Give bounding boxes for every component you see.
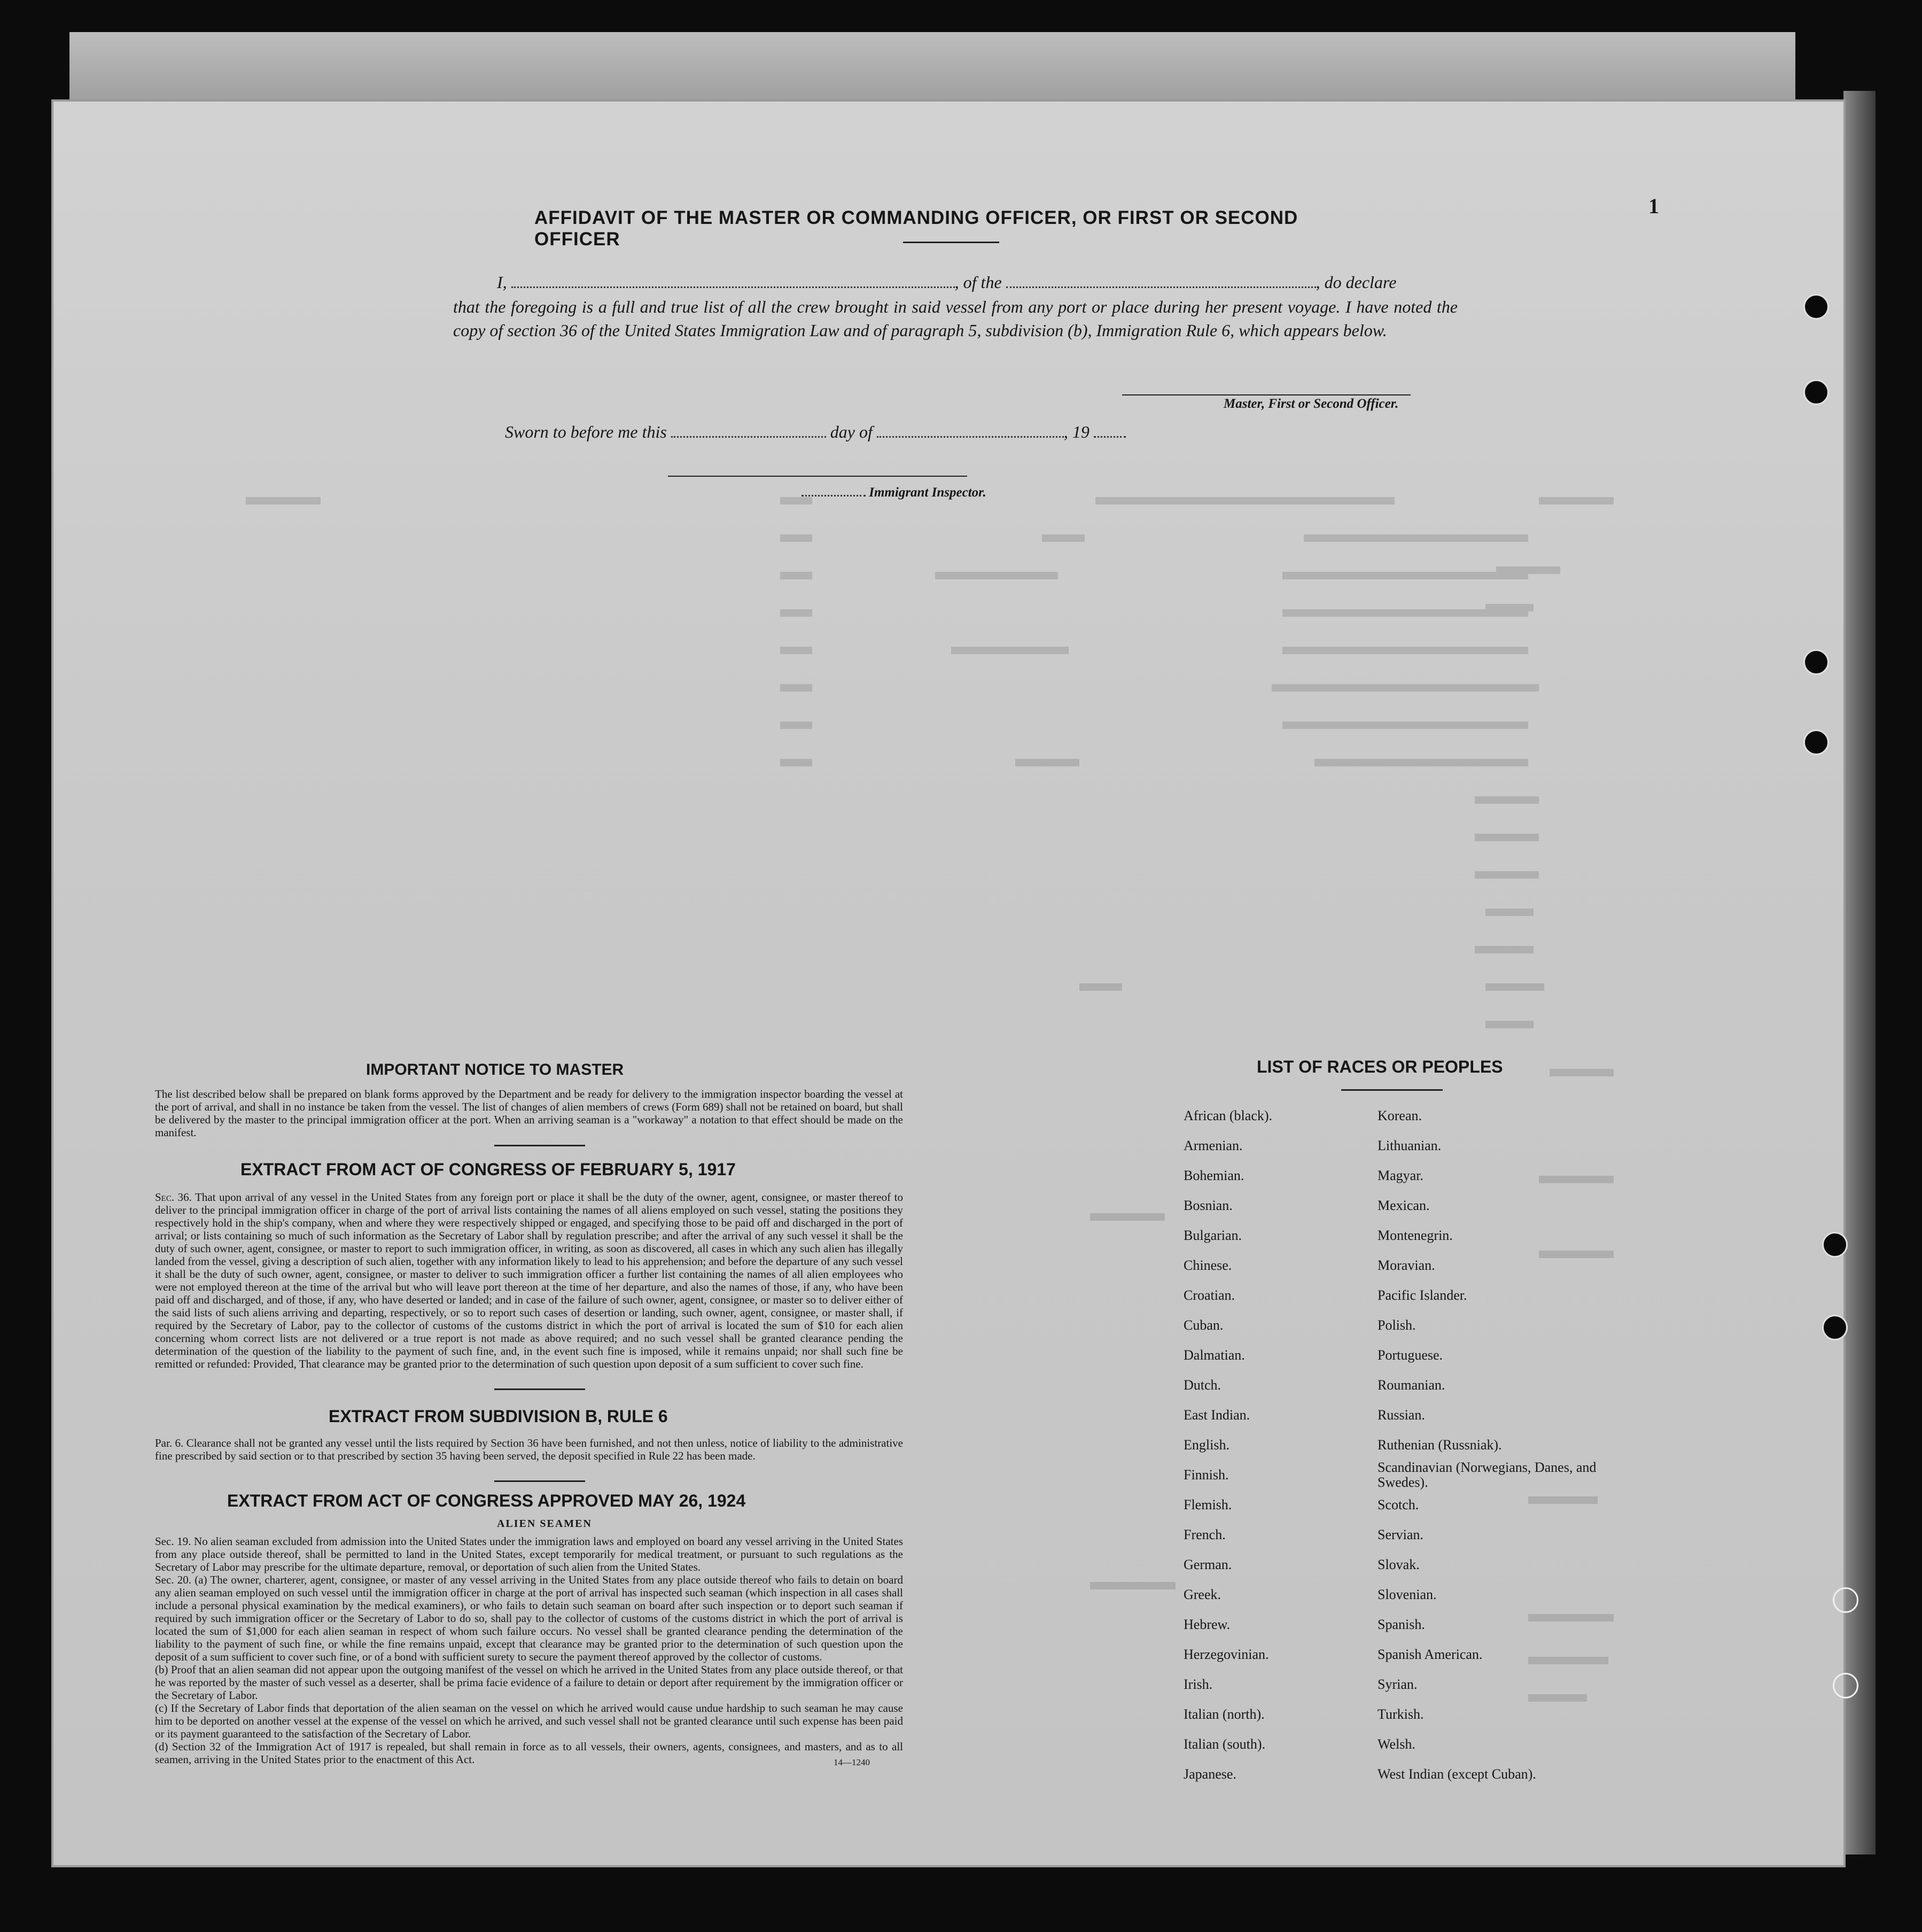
notice-text: The list described below shall be prepared on blank forms approved by the Department and be ready for delivery to the immigration inspector boarding the vessel at the port of arrival, and shall in no instance be taken from the vessel. The list of changes of alien members of crews (Form 689) shall not be retained on board, but shall be delivered by the master to the principal immigration officer at the port. When an arriving seaman is a "workaway" a notation to that effect should be made on the manifest. [155,1088,903,1139]
extract-1917-text [155,1191,903,1370]
sec-19-text: Sec. 19. No alien seaman excluded from admission into the United States under the immigration laws and employed on board any vessel arriving in the United States from any place outside thereof, shall be permitted to land in the United States, except temporarily for medical treatment, or pursuant to such regulations as the Secretary of Labor may prescribe for the ultimate departure, removal, or deportation of such alien from the United States. [155,1535,903,1573]
divider [494,1480,585,1482]
race-item: Flemish. [1184,1497,1232,1512]
inspector-title: Immigrant Inspector. [869,485,986,500]
divider [494,1388,585,1390]
race-item: Dalmatian. [1184,1347,1245,1363]
race-item: West Indian (except Cuban). [1378,1766,1536,1782]
race-item: Bohemian. [1184,1168,1244,1183]
race-item: Slovak. [1378,1557,1420,1572]
signer-title: Master, First or Second Officer. [1224,397,1399,411]
race-item: Dutch. [1184,1377,1221,1393]
races-title: LIST OF RACES OR PEOPLES [1257,1057,1503,1076]
extract-1917-title: EXTRACT FROM ACT OF CONGRESS OF FEBRUARY 5, 1917 [240,1160,736,1179]
race-item: Finnish. [1184,1467,1229,1483]
race-item: German. [1184,1557,1232,1572]
race-item: Syrian. [1378,1677,1418,1692]
race-item: Chinese. [1184,1258,1232,1273]
race-item: Turkish. [1378,1706,1424,1722]
race-item: Polish. [1378,1317,1416,1333]
race-item: Welsh. [1378,1736,1415,1752]
race-item: Mexican. [1378,1198,1430,1213]
race-item: Irish. [1184,1677,1213,1692]
form-number: 14—1240 [834,1757,870,1767]
affidavit-i: I, [497,273,507,292]
section-36-label: Sec. 36. [155,1191,192,1204]
race-item: Cuban. [1184,1317,1224,1333]
race-item: Spanish American. [1378,1647,1483,1662]
race-item: Pacific Islander. [1378,1287,1467,1303]
affidavit-body: that the foregoing is a full and true list of all the crew brought in said vessel from any port or place during her present voyage. I have noted the copy of section 36 of the United States Immigration Law and of paragraph 5, subdivision (b), Immigration Rule 6, which appears below. [453,297,1458,340]
affidavit-of-the: , of the [954,273,1002,292]
year-text: , 19 [1063,422,1090,441]
affidavit-title: AFFIDAVIT OF THE MASTER OR COMMANDING OFFICER, OR FIRST OR SECOND OFFICER [534,207,1298,250]
race-item: Moravian. [1378,1258,1435,1273]
race-item: Ruthenian (Russniak). [1378,1437,1502,1453]
divider [494,1145,585,1146]
race-item: Bulgarian. [1184,1228,1242,1243]
notice-title: IMPORTANT NOTICE TO MASTER [366,1061,624,1078]
sec-20b-text: (b) Proof that an alien seaman did not appear upon the outgoing manifest of the vessel on which he arrived in the United States from any place outside thereof, or that he was reported by the master of such vessel as a deserter, shall be prima facie evidence of a failure to detain or deport after requirement by the immigration officer or the Secretary of Labor. [155,1663,903,1702]
section-36-text: That upon arrival of any vessel in the United States from any foreign port or place it shall be the duty of the owner, agent, consignee, or master thereof to deliver to the principal immigration officer in charge of the port of arrival lists containing the names of all aliens employed on such vessel, stating the positions they respectively hold in the ship's company, when and where they were respectively shipped or engaged, and specifying those to be paid off and discharged in the port of arrival; or lists containing so much of such information as the Secretary of Labor shall by regulation prescribe; and after the arrival of any such vessel it shall be the duty of such owner, agent, consignee, or master to report to such immigration officer, in writing, as soon as discovered, all cases in which any such alien has illegally landed from the vessel, giving a description of such alien, together with any information likely to lead to his apprehension; and before the departure of any such vessel it shall be the duty of such owner, agent, consignee, or master to deliver to such immigration officer a further list containing the names of all alien employees who were not employed thereon at the time of the arrival but who will leave port thereon at the time of her departure, and also the names of those, if any, who have been paid off and discharged, and of those, if any, who have deserted or landed; and in case of the failure of such owner, agent, consignee, or master so to deliver either of the said lists of such aliens arriving and departing, respectively, or so to report such cases of desertion or landing, such owner, agent, consignee, or master shall, if required by the Secretary of Labor, pay to the collector of customs of the customs district in which the port of arrival is located the sum of $10 for each alien concerning whom correct lists are not delivered or a true report is not made as above required; and no such vessel shall be granted clearance pending the determination of the question of the liability to the payment of such fine, and, in the event such fine is imposed, while it remains unpaid; nor shall such fine be remitted or refunded: Provided, That clearance may be granted prior to the determination of such question upon deposit of a sum sufficient to cover such fine. [155,1191,903,1370]
race-item: Greek. [1184,1587,1221,1602]
race-item: Bosnian. [1184,1198,1233,1213]
race-item: Portuguese. [1378,1347,1443,1363]
divider [1341,1089,1443,1091]
page-mark: 1 [1648,194,1659,218]
race-item: Japanese. [1184,1766,1236,1782]
race-item: Scandinavian (Norwegians, Danes, and Swedes). [1378,1460,1597,1490]
race-item: Armenian. [1184,1138,1243,1153]
race-item: English. [1184,1437,1230,1453]
affidavit-declare: , do declare [1316,273,1397,292]
race-item: French. [1184,1527,1226,1542]
race-item: Slovenian. [1378,1587,1437,1602]
extract-1924-text [155,1535,903,1766]
races-left-column [1184,1101,1272,1789]
extract-1924-title: EXTRACT FROM ACT OF CONGRESS APPROVED MAY 26, 1924 [227,1491,746,1510]
sec-20d-text: (d) Section 32 of the Immigration Act of 1917 is repealed, but shall remain in force as to all vessels, their owners, agents, consignees, and masters, and as to all seamen, arriving in the United States prior to the enactment of this Act. [155,1740,903,1766]
sec-20c-text: (c) If the Secretary of Labor finds that deportation of the alien seaman on the vessel on which he arrived would cause undue hardship to such seaman he may cause him to be deported on another vessel at the expense of the vessel on which he arrived, and such vessel shall not be granted clearance until such expense has been paid or its payment guaranteed to the satisfaction of the Secretary of Labor. [155,1702,903,1740]
sworn-text: Sworn to before me this [505,422,667,441]
extract-rule6-text: Par. 6. Clearance shall not be granted any vessel until the lists required by Section 36 have been furnished, and not then unless, notice of liability to the administrative fine prescribed by said section or to that prescribed by section 35 having been served, the deposit specified in Rule 22 has been made. [155,1437,903,1462]
sec-20a-text: Sec. 20. (a) The owner, charterer, agent, consignee, or master of any vessel arriving in the United States from any place outside thereof who fails to detain on board any alien seaman employed on such vessel until the immigration officer in charge at the port of arrival has inspected such seaman (which inspection in all cases shall include a personal physical examination by the medical examiners), or who fails to detain such seaman on board after such inspection or to deport such seaman if required by such immigration officer or the Secretary of Labor to do so, shall pay to the collector of customs of the customs district in which the port of arrival is located the sum of $1,000 for each alien seaman in respect of whom such failure occurs. No vessel shall be granted clearance pending the determination of the liability to the payment of such fine, or while the fine remains unpaid, except that clearance may be granted prior to the determination of such question upon the deposit of a sum sufficient to cover such fine, or of a bond with sufficient surety to secure the payment thereof approved by the collector of customs. [155,1573,903,1663]
race-item: Lithuanian. [1378,1138,1442,1153]
race-item: Italian (south). [1184,1736,1266,1752]
race-item: Montenegrin. [1378,1228,1453,1243]
race-item: East Indian. [1184,1407,1250,1423]
race-item: Croatian. [1184,1287,1235,1303]
race-item: Russian. [1378,1407,1425,1423]
race-item: Herzegovinian. [1184,1647,1269,1662]
race-item: Spanish. [1378,1617,1425,1632]
races-right-column [1378,1101,1602,1789]
race-item: Hebrew. [1184,1617,1231,1632]
extract-1924-subtitle: ALIEN SEAMEN [497,1518,592,1530]
race-item: Servian. [1378,1527,1423,1542]
day-of-text: day of [830,422,873,441]
race-item: African (black). [1184,1108,1273,1123]
race-item: Scotch. [1378,1497,1419,1512]
race-item: Magyar. [1378,1168,1423,1183]
race-item: Italian (north). [1184,1706,1265,1722]
extract-rule6-title: EXTRACT FROM SUBDIVISION B, RULE 6 [329,1407,668,1426]
race-item: Roumanian. [1378,1377,1445,1393]
race-item: Korean. [1378,1108,1422,1123]
